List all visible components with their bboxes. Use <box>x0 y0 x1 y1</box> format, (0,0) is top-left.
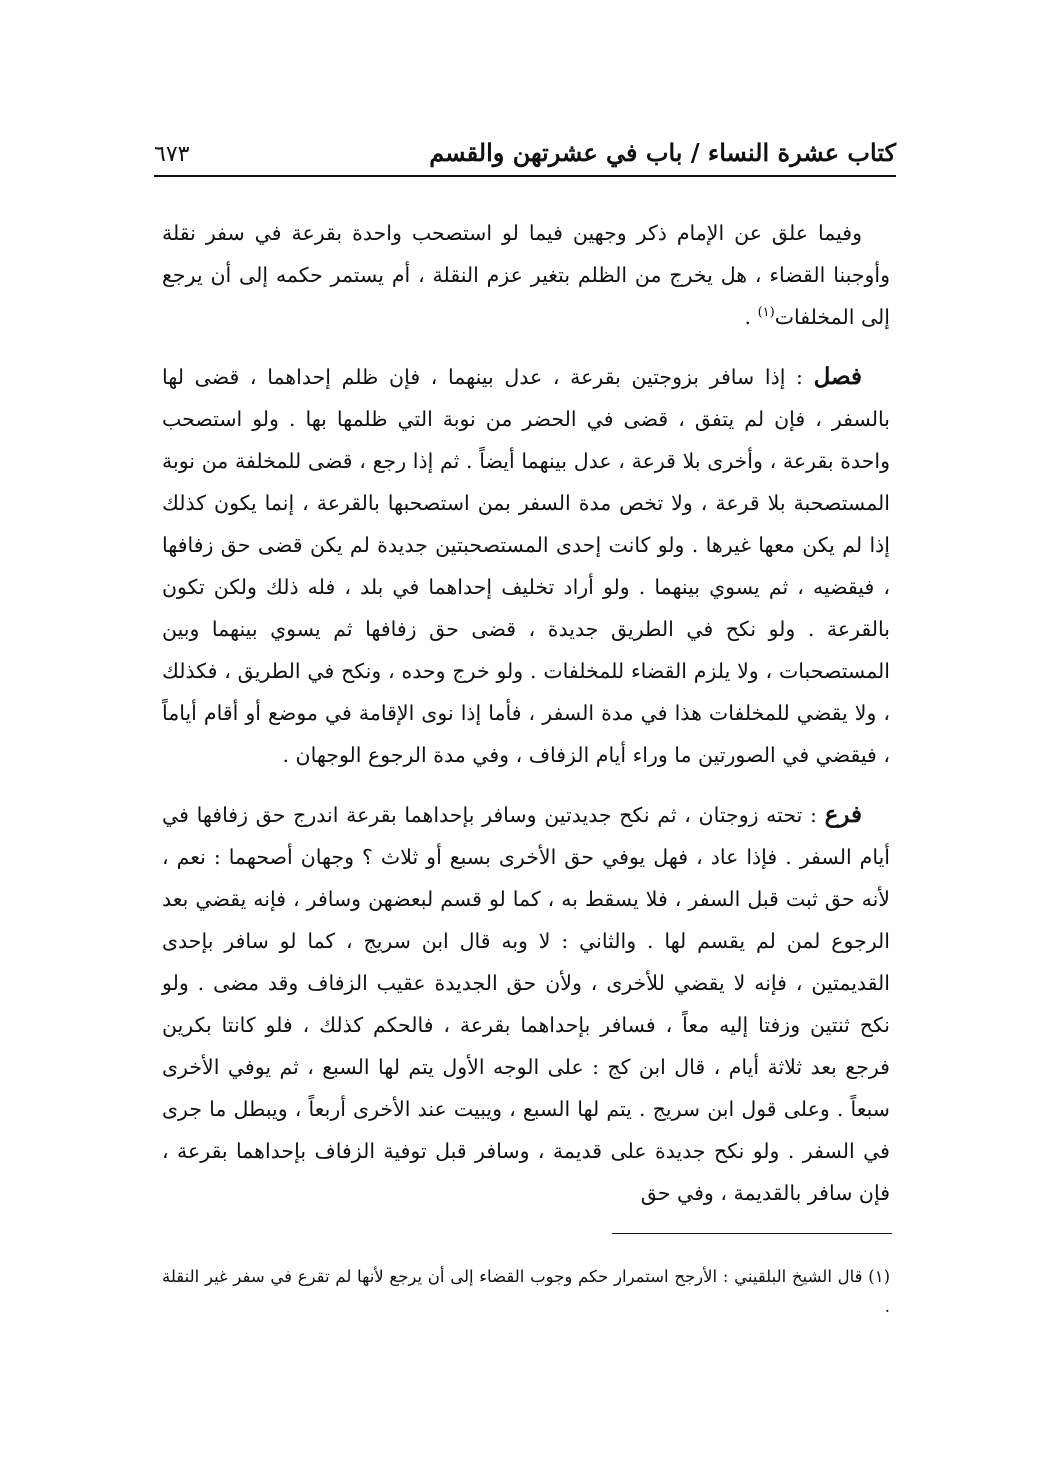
footnote-marker: (١) <box>868 1267 890 1286</box>
footnote-reference: (١) <box>757 305 775 321</box>
section-heading-far: فرع <box>824 801 862 828</box>
paragraph-text: : إذا سافر بزوجتين بقرعة ، عدل بينهما ، فإن ظلم إحداهما ، قضى لها بالسفر ، فإن لم يتفق ، قضى في الحضر من نوبة التي ظلمها بها . ولو استصحب واحدة بقرعة ، وأخرى بلا قرعة ، عدل بينهما أيضاً . ثم إذا رجع ، قضى للمخلفة من نوبة المستصحبة بلا قرعة ، ولا تخص مدة السفر بمن استصحبها بالقرعة ، إنما يكون كذلك إذا لم يكن معها غيرها . ولو كانت إحدى المستصحبتين جديدة لم يكن قضى حق زفافها ، فيقضيه ، ثم يسوي بينهما . ولو أراد تخليف إحداهما في بلد ، فله ذلك ولكن تكون بالقرعة . ولو نكح في الطريق جديدة ، قضى حق زفافها ثم يسوي بينهما وبين المستصحبات ، ولا يلزم القضاء للمخلفات . ولو خرج وحده ، ونكح في الطريق ، فكذلك ، ولا يقضي للمخلفات هذا في مدة السفر ، فأما إذا نوى الإقامة في موضع أو أقام أياماً ، فيقضي في الصورتين ما وراء أيام الزفاف ، وفي مدة الرجوع الوجهان . <box>162 365 891 767</box>
paragraph-text: وفيما علق عن الإمام ذكر وجهين فيما لو استصحب واحدة بقرعة في سفر نقلة وأوجبنا القضاء ، هل يخرج من الظلم بتغير عزم النقلة ، أم يستمر حكمه إلى أن يرجع إلى المخلفات <box>162 221 890 329</box>
main-text <box>162 212 890 1232</box>
paragraph <box>162 212 890 338</box>
footnote <box>162 1262 890 1322</box>
section-heading-fasl: فصل <box>813 363 862 390</box>
running-header <box>154 132 896 172</box>
footnote-text: قال الشيخ البلقيني : الأرجح استمرار حكم وجوب القضاء إلى أن يرجع لأنها لم تقرع في سفر غير النقلة . <box>162 1267 890 1316</box>
paragraph-text: : تحته زوجتان ، ثم نكح جديدتين وسافر بإحداهما بقرعة اندرج حق زفافها في أيام السفر . فإذا عاد ، فهل يوفي حق الأخرى بسبع أو ثلاث ؟ وجهان أصحهما : نعم ، لأنه حق ثبت قبل السفر ، فلا يسقط به ، كما لو قسم لبعضهن وسافر ، فإنه يقضي بعد الرجوع لمن لم يقسم لها . والثاني : لا وبه قال ابن سريج ، كما لو سافر بإحدى القديمتين ، فإنه لا يقضي للأخرى ، ولأن حق الجديدة عقيب الزفاف وقد مضى . ولو نكح ثنتين وزفتا إليه معاً ، فسافر بإحداهما بقرعة ، فالحكم كذلك ، فلو كانتا بكرين فرجع بعد ثلاثة أيام ، قال ابن كج : على الوجه الأول يتم لها السبع ، ثم يوفي الأخرى سبعاً . وعلى قول ابن سريج . يتم لها السبع ، ويبيت عند الأخرى أربعاً ، ويبطل ما جرى في السفر . ولو نكح جديدة على قديمة ، وسافر قبل توفية الزفاف بإحداهما بقرعة ، فإن سافر بالقديمة ، وفي حق <box>162 803 890 1205</box>
paragraph <box>162 356 890 776</box>
header-divider <box>154 175 896 177</box>
paragraph <box>162 794 890 1214</box>
footnote-divider <box>612 1233 892 1234</box>
paragraph-tail: . <box>744 305 758 329</box>
chapter-title: كتاب عشرة النساء / باب في عشرتهن والقسم <box>429 138 896 167</box>
page-number: ٦٧٣ <box>154 142 190 167</box>
